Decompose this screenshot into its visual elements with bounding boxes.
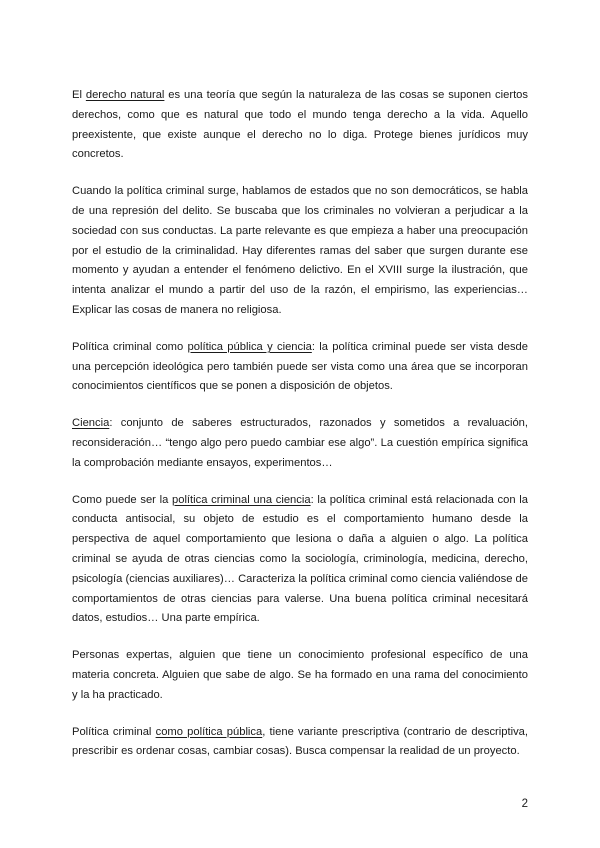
paragraph-prefix: Política criminal (72, 725, 156, 738)
paragraph-origen-politica-criminal (72, 182, 528, 321)
underlined-term: derecho natural (85, 89, 165, 101)
paragraph-ciencia (72, 414, 528, 473)
paragraph-text: : conjunto de saberes estructurados, razonados y sometidos a revaluación, reconsideración… “tengo algo pero puedo cambiar ese algo”. La cuestión empírica significa la comprobación mediante ensayos, experimentos… (72, 417, 528, 469)
paragraph-prefix: Política criminal como (72, 340, 188, 353)
paragraph-text: : la política criminal está relacionada con la conducta antisocial, su objeto de estudio es el comportamiento humano desde la perspectiva de aquel comportamiento que lesiona o daña a alguien o algo. La política criminal se ayuda de otras ciencias como la sociología, criminología, medicina, derecho, psicología (ciencias auxiliares)… Caracteriza la política criminal como ciencia valiéndose de comportamientos de otras ciencias para valerse. Una buena política criminal necesitará datos, estudios… Una parte empírica. (72, 493, 528, 625)
document-body (72, 86, 528, 779)
paragraph-prefix: El (72, 89, 86, 101)
page-number: 2 (521, 798, 528, 810)
paragraph-derecho-natural (72, 86, 528, 165)
paragraph-text: , tiene variante prescriptiva (contrario de descriptiva, prescribir es ordenar cosas, cambiar cosas). Busca compensar la realidad de un proyecto. (72, 725, 529, 758)
paragraph-text: es una teoría que según la naturaleza de las cosas se suponen ciertos derechos, como que es natural que todo el mundo tenga derecho a la vida. Aquello preexistente, que existe aunque el derecho no lo diga. Protege bienes jurídicos muy concretos. (72, 89, 528, 161)
paragraph-prefix: Como puede ser la (72, 493, 172, 506)
paragraph-personas-expertas (72, 646, 528, 705)
underlined-term: Ciencia (72, 417, 110, 430)
underlined-term: política pública y ciencia (187, 340, 312, 353)
underlined-term: como política pública (155, 725, 263, 738)
paragraph-politica-criminal-ciencia (72, 491, 528, 630)
paragraph-text: Cuando la política criminal surge, hablamos de estados que no son democráticos, se habla de una represión del delito. Se buscaba que los criminales no volvieran a perjudicar a la sociedad con sus conductas. La parte relevante es que empieza a haber una preocupación por el estudio de la criminalidad. Hay diferentes ramas del saber que surgen durante ese momento y ayudan a entender el fenómeno delictivo. En el XVIII surge la ilustración, que intenta analizar el mundo a partir del uso de la razón, el empirismo, las experiencias… Explicar las cosas de manera no religiosa. (72, 185, 528, 316)
underlined-term: política criminal una ciencia (172, 493, 311, 506)
paragraph-politica-publica-ciencia (72, 338, 528, 397)
paragraph-politica-publica (72, 723, 528, 763)
paragraph-text: : la política criminal puede ser vista desde una percepción ideológica pero también puede ser vista como una área que se incorporan conocimientos científicos que se ponen a disposición de objetos. (72, 340, 528, 393)
paragraph-text: Personas expertas, alguien que tiene un conocimiento profesional específico de una materia concreta. Alguien que sabe de algo. Se ha formado en una rama del conocimiento y la ha practicado. (72, 649, 528, 701)
